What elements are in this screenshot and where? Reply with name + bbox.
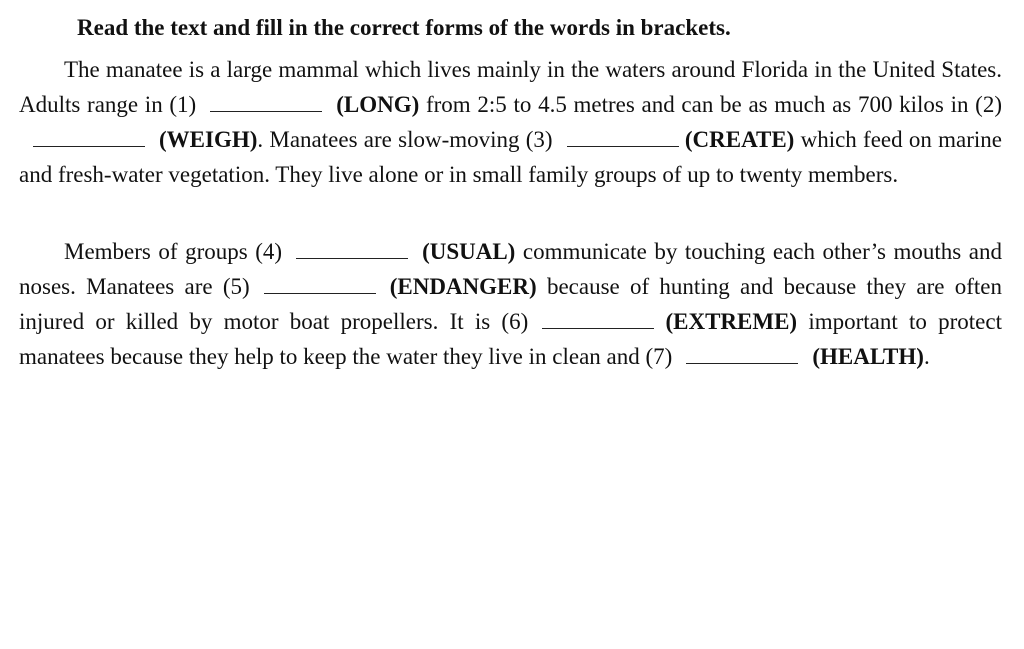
paragraph-2-text-c: because of hunting and because they are often injured or killed by motor boat propellers. It is (6) <box>19 274 1002 334</box>
keyword-endanger: (ENDANGER) <box>389 274 537 299</box>
keyword-extreme: (EXTREME) <box>665 309 798 334</box>
paragraph-2-text-b: communicate by touching each other’s mouths and noses. Manatees are (5) <box>19 239 1002 299</box>
paragraph-1-text-a: The manatee is a large mammal which lives mainly in the waters around Florida in the United States. Adults range in (1) <box>19 57 1002 117</box>
gap-3-blank[interactable] <box>567 128 679 147</box>
gap-5-blank[interactable] <box>264 275 376 294</box>
keyword-create: (CREATE) <box>684 127 795 152</box>
keyword-usual: (USUAL) <box>422 239 516 264</box>
paragraph-2-text-d: important to protect manatees because they help to keep the water they live in clean and (7) <box>19 309 1002 369</box>
keyword-weigh: (WEIGH) <box>159 127 258 152</box>
gap-4-blank[interactable] <box>296 240 408 259</box>
paragraph-2 <box>19 234 1002 374</box>
exercise-instruction: Read the text and fill in the correct forms of the words in brackets. <box>77 15 731 40</box>
gap-1-blank[interactable] <box>210 93 322 112</box>
paragraph-2-text-a: Members of groups (4) <box>64 239 283 264</box>
gap-6-blank[interactable] <box>542 310 654 329</box>
keyword-health: (HEALTH) <box>812 344 924 369</box>
paragraph-1 <box>19 52 1002 192</box>
paragraph-1-text-c: . Manatees are slow-moving (3) <box>257 127 553 152</box>
keyword-long: (LONG) <box>336 92 420 117</box>
gap-2-blank[interactable] <box>33 128 145 147</box>
paragraph-1-text-d: which feed on marine and fresh-water vegetation. They live alone or in small family groups of up to twenty members. <box>19 127 1003 187</box>
paragraph-1-text-b: from 2:5 to 4.5 metres and can be as much as 700 kilos in (2) <box>425 92 1002 117</box>
gap-7-blank[interactable] <box>686 345 798 364</box>
paragraph-2-text-e: . <box>923 344 930 369</box>
